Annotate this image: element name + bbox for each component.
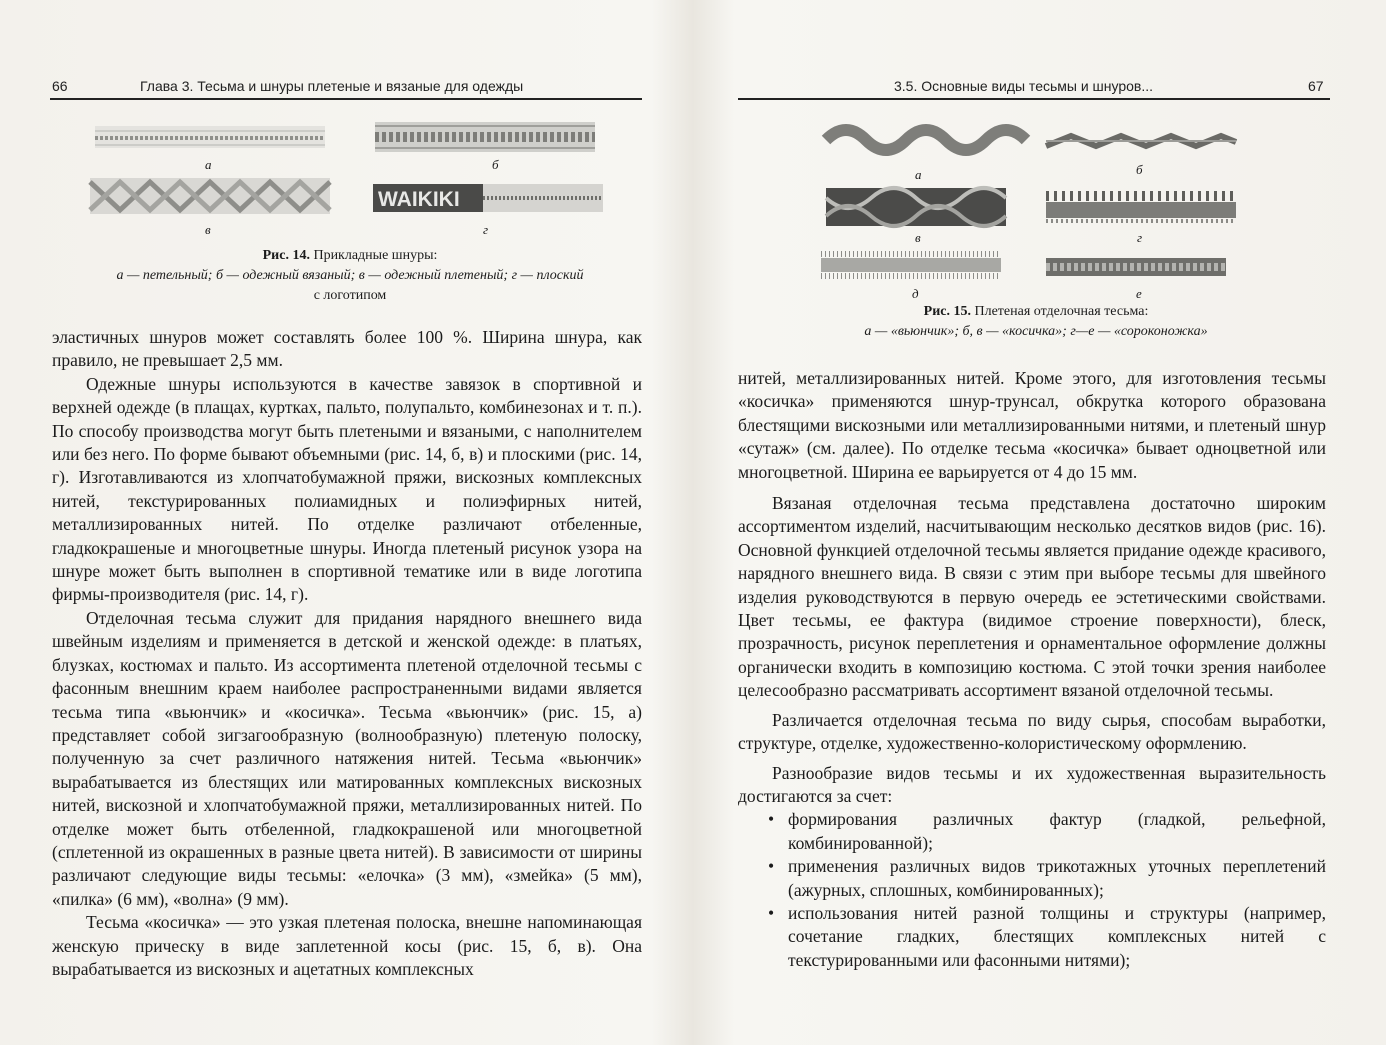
fig15-caption-line2: а — «вьюнчик»; б, в — «косичка»; г—е — «сороконожка» [864,324,1208,339]
bullet-item [738,808,1326,855]
figure-14-caption [60,246,640,306]
figure-15-caption [746,302,1326,342]
right-paragraph-2: Вязаная отделочная тесьма представлена достаточно широким ассортиментом изделий, насчитывающим несколько десятков видов (рис. 16). Основной функцией отделочной тесьмы является придание одежде красивого, нарядного внешнего вида. В связи с этим при выборе тесьмы для швейного изделия руководствуются в первую очередь ее эстетическими свойствами. Цвет тесьмы, ее фактура (видимое строение поверхности), блеск, прозрачность, рисунок переплетения и орнаментальное оформление должны органически входить в композицию костюма. С этой точки зрения наиболее целесообразно рассматривать ассортимент вязаной отделочной тесьмы. [738,493,1326,701]
figure-15-illustration [816,118,1256,298]
right-paragraph-4: Разнообразие видов тесьмы и их художественная выразительность достигаются за счет: [738,762,1326,806]
braid-b-image [1046,136,1236,146]
left-body-text [52,326,642,981]
fig14-label-b: б [492,157,499,172]
fig14-label-a: а [205,157,212,172]
cord-a-image [95,126,325,148]
left-paragraph-3: Отделочная тесьма служит для придания нарядного внешнего вида швейным изделиям и применяется в детской и женской одежде: в платьях, блузках, костюмах и пальто. Из ассортимента плетеной отделочной тесьмы с фасонным внешним краем наиболее распространенными видами является тесьма типа «вьюнчик» и «косичка». Тесьма «вьюнчик» (рис. 15, а) представляет собой зигзагообразную (волнообразную) плетеную полоску, полученную за счет различного натяжения нитей. Тесьма «вьюнчик» вырабатывается из блестящих или матированных комплексных вискозных нитей, вискозной и хлопчатобумажной пряжи, металлизированных нитей. По отделке может быть отбеленной, гладкокрашеной или многоцветной (сплетенной из окрашенных в разные цвета нитей). В зависимости от ширины различают следующие виды тесьмы: «елочка» (3 мм), «змейка» (5 мм), «пилка» (6 мм), «волна» (9 мм). [52,607,642,909]
cord-v-image [90,178,330,214]
left-running-head: Глава 3. Тесьма и шнуры плетеные и вязаные для одежды [140,78,524,94]
bullet-dot-icon: • [768,809,775,830]
fig14-label-v: в [205,222,211,237]
cord-logo-text: WAIKIKI [378,188,460,211]
bullet-item [738,902,1326,972]
bullet-text: применения различных видов трикотажных уточных переплетений (ажурных, сплошных, комбинированных); [788,856,1326,900]
right-body-text [738,367,1326,972]
left-paragraph-1: эластичных шнуров может составлять более 100 %. Ширина шнура, как правило, не превышает 2,5 мм. [52,327,642,371]
bullet-item [738,855,1326,902]
right-page-number: 67 [1308,78,1324,94]
left-page-number: 66 [52,78,68,94]
bullet-text: использования нитей разной толщины и структуры (например, сочетание гладких, блестящих комплексных нитей с текстурированными или фасонными нитями); [788,902,1326,970]
right-paragraph-1: нитей, металлизированных нитей. Кроме этого, для изготовления тесьмы «косичка» применяются шнур-трунсал, обкрутка которого образована блестящими вискозными или металлизированными нитями, и плетеный шнур «сутаж» (см. далее). По отделке тесьма «косичка» бывает одноцветной или многоцветной. Ширина ее варьируется от 4 до 15 мм. [738,368,1326,482]
fig15-label-v: в [915,230,921,245]
fig15-label-b: б [1136,162,1143,177]
braid-g-image [1046,196,1236,221]
right-running-head: 3.5. Основные виды тесьмы и шнуров... [894,78,1154,94]
bullet-dot-icon: • [768,902,775,923]
fig14-caption-line2: а — петельный; б — одежный вязаный; в — одежный плетеный; г — плоский [116,268,584,283]
fig15-caption-title: Рис. 15. [923,304,971,319]
braid-v-image [826,188,1006,226]
left-paragraph-2: Одежные шнуры используются в качестве завязок в спортивной и верхней одежде (в плащах, куртках, пальто, полупальто, комбинезонах и т. п.). По способу производства могут быть плетеными и вязаными, с наполнителем или без него. По форме бывают объемными (рис. 14, б, в) и плоскими (рис. 14, г). Изготавливаются из хлопчатобумажной пряжи, вискозных комплексных нитей, текстурированных полиамидных и полиэфирных нитей, металлизированных нитей. По отделке различают отбеленные, гладкокрашеные и многоцветные шнуры. Иногда плетеный рисунок узора на шнуре может быть выполнен в спортивной тематике или в виде логотипа фирмы-производителя (рис. 14, г). [52,373,642,605]
fig14-caption-line3: с логотипом [313,288,387,303]
fig15-label-e: е [1136,286,1142,301]
figure-14-illustration [80,118,620,238]
cord-g-image [373,184,603,212]
right-page [696,0,1386,1045]
bullet-dot-icon: • [768,856,775,877]
fig15-label-g: г [1137,230,1143,245]
left-page [0,0,690,1045]
braid-e-image [1046,258,1226,276]
fig15-caption-rest: Плетеная отделочная тесьма: [971,304,1149,319]
braid-d-image [821,254,1001,276]
left-header-rule [50,98,642,100]
cord-b-image [375,122,595,152]
bullet-text: формирования различных фактур (гладкой, рельефной, комбинированной); [788,809,1326,853]
fig15-label-a: а [915,167,922,182]
fig14-caption-title: Рис. 14. [262,248,310,263]
left-paragraph-4: Тесьма «косичка» — это узкая плетеная полоска, внешне напоминающая женскую прическу в виде заплетенной косы (рис. 15, б, в). Она вырабатывается из вискозных и ацетатных комплексных [52,912,642,979]
fig14-caption-rest: Прикладные шнуры: [309,248,438,263]
braid-a-image [826,130,1026,150]
right-header-rule [738,98,1330,100]
fig15-label-d: д [912,286,919,301]
right-paragraph-3: Различается отделочная тесьма по виду сырья, способам выработки, структуре, отделке, художественно-колористическому оформлению. [738,709,1326,754]
fig14-label-g: г [483,222,489,237]
